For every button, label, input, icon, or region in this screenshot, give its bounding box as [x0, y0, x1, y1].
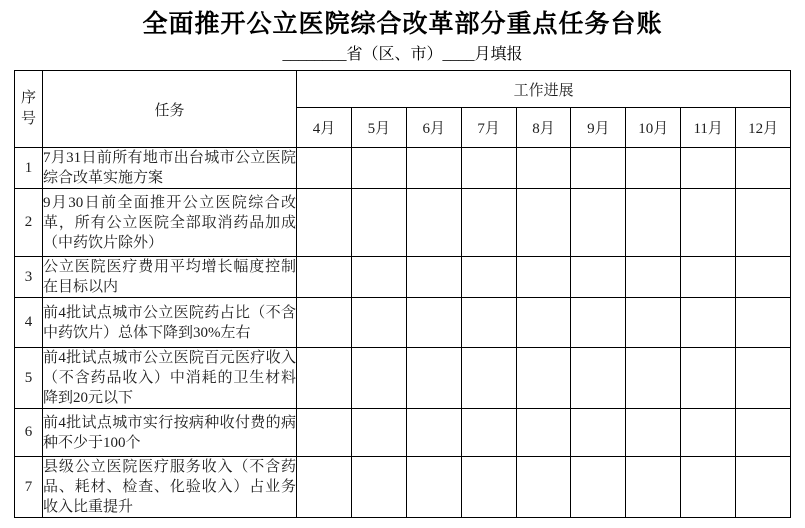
progress-cell [516, 257, 571, 298]
task-text: 9月30日前全面推开公立医院综合改革，所有公立医院全部取消药品加成（中药饮片除外） [43, 189, 297, 257]
progress-cell [461, 148, 516, 189]
header-row-top [15, 71, 791, 108]
col-header-month-sep: 9月 [571, 108, 626, 148]
progress-cell [736, 409, 791, 457]
task-text: 公立医院医疗费用平均增长幅度控制在目标以内 [43, 257, 297, 298]
progress-cell [406, 148, 461, 189]
table-row [15, 457, 791, 518]
progress-cell [461, 257, 516, 298]
table-row [15, 298, 791, 348]
progress-cell [516, 189, 571, 257]
progress-cell [461, 298, 516, 348]
progress-cell [351, 348, 406, 409]
progress-cell [571, 298, 626, 348]
progress-cell [351, 409, 406, 457]
progress-cell [736, 348, 791, 409]
col-header-month-dec: 12月 [736, 108, 791, 148]
progress-cell [681, 148, 736, 189]
col-header-month-may: 5月 [351, 108, 406, 148]
progress-cell [516, 457, 571, 518]
progress-cell [516, 298, 571, 348]
progress-cell [297, 148, 352, 189]
col-header-index: 序号 [15, 71, 43, 148]
col-header-month-jul: 7月 [461, 108, 516, 148]
table-row [15, 257, 791, 298]
col-header-month-jun: 6月 [406, 108, 461, 148]
row-number: 5 [15, 348, 43, 409]
progress-cell [516, 148, 571, 189]
progress-cell [571, 348, 626, 409]
progress-cell [351, 257, 406, 298]
progress-cell [297, 189, 352, 257]
progress-cell [461, 348, 516, 409]
progress-cell [351, 148, 406, 189]
table-row [15, 348, 791, 409]
progress-cell [571, 457, 626, 518]
progress-cell [351, 298, 406, 348]
progress-cell [736, 457, 791, 518]
row-number: 6 [15, 409, 43, 457]
progress-cell [406, 298, 461, 348]
col-header-month-aug: 8月 [516, 108, 571, 148]
progress-cell [626, 298, 681, 348]
progress-cell [626, 348, 681, 409]
row-number: 3 [15, 257, 43, 298]
col-header-month-oct: 10月 [626, 108, 681, 148]
progress-cell [681, 298, 736, 348]
progress-cell [461, 189, 516, 257]
progress-cell [351, 457, 406, 518]
progress-cell [461, 457, 516, 518]
progress-cell [571, 189, 626, 257]
progress-cell [736, 189, 791, 257]
progress-cell [297, 348, 352, 409]
progress-cell [681, 189, 736, 257]
task-text: 前4批试点城市公立医院药占比（不含中药饮片）总体下降到30%左右 [43, 298, 297, 348]
table-row [15, 189, 791, 257]
progress-cell [351, 189, 406, 257]
row-number: 4 [15, 298, 43, 348]
progress-cell [736, 298, 791, 348]
progress-cell [626, 189, 681, 257]
progress-cell [681, 257, 736, 298]
task-text: 7月31日前所有地市出台城市公立医院综合改革实施方案 [43, 148, 297, 189]
progress-cell [461, 409, 516, 457]
progress-cell [681, 409, 736, 457]
progress-cell [571, 409, 626, 457]
col-header-progress: 工作进展 [297, 71, 791, 108]
progress-cell [516, 409, 571, 457]
progress-cell [571, 148, 626, 189]
col-header-month-nov: 11月 [681, 108, 736, 148]
progress-cell [571, 257, 626, 298]
progress-cell [681, 348, 736, 409]
progress-cell [626, 148, 681, 189]
progress-cell [681, 457, 736, 518]
progress-cell [626, 457, 681, 518]
progress-cell [297, 409, 352, 457]
progress-cell [297, 457, 352, 518]
task-ledger-table [14, 70, 791, 518]
task-text: 前4批试点城市公立医院百元医疗收入（不含药品收入）中消耗的卫生材料降到20元以下 [43, 348, 297, 409]
progress-cell [736, 257, 791, 298]
document-subtitle: ________省（区、市）____月填报 [282, 46, 523, 63]
col-header-month-apr: 4月 [297, 108, 352, 148]
progress-cell [297, 298, 352, 348]
progress-cell [626, 257, 681, 298]
progress-cell [406, 348, 461, 409]
progress-cell [406, 189, 461, 257]
row-number: 1 [15, 148, 43, 189]
progress-cell [516, 348, 571, 409]
document-title: 全面推开公立医院综合改革部分重点任务台账 [142, 11, 663, 38]
task-text: 县级公立医院医疗服务收入（不含药品、耗材、检查、化验收入）占业务收入比重提升 [43, 457, 297, 518]
row-number: 7 [15, 457, 43, 518]
table-row [15, 148, 791, 189]
progress-cell [297, 257, 352, 298]
progress-cell [406, 409, 461, 457]
progress-cell [406, 457, 461, 518]
progress-cell [736, 148, 791, 189]
task-text: 前4批试点城市实行按病种收付费的病种不少于100个 [43, 409, 297, 457]
progress-cell [406, 257, 461, 298]
row-number: 2 [15, 189, 43, 257]
table-row [15, 409, 791, 457]
col-header-task: 任务 [43, 71, 297, 148]
progress-cell [626, 409, 681, 457]
